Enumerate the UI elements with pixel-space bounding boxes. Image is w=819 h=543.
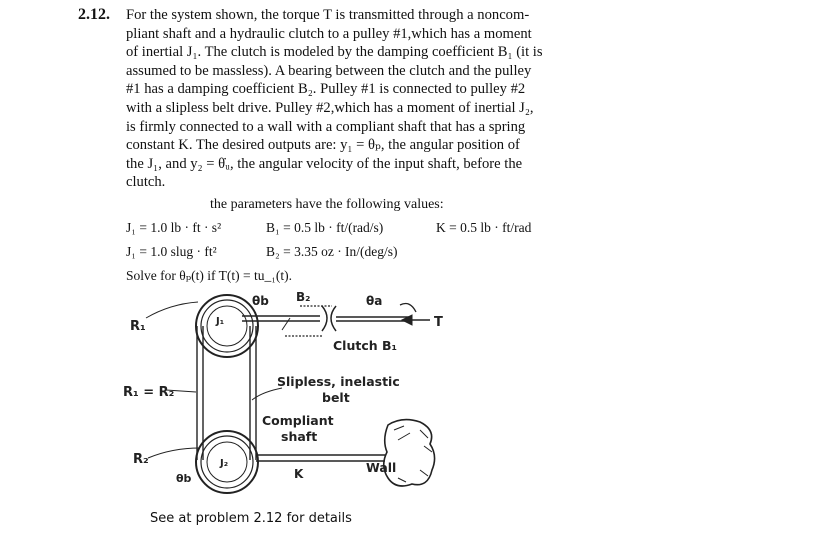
label-shaft-2: shaft xyxy=(281,429,318,444)
param-j1: J₁ = 1.0 lb · ft · s² xyxy=(126,220,222,235)
label-belt-1: Slipless, inelastic xyxy=(277,374,400,389)
label-r1-eq-r2: R₁ = R₂ xyxy=(123,385,175,400)
solve-statement: Solve for θₚ(t) if T(t) = tu_₁(t). xyxy=(126,268,293,283)
label-torque: T xyxy=(434,315,443,330)
label-clutch: Clutch B₁ xyxy=(333,338,397,353)
label-theta-b-2: θb xyxy=(176,472,192,485)
problem-number: 2.12. xyxy=(78,6,110,23)
statement-line: assumed to be massless). A bearing between the clutch and the pulley xyxy=(126,62,532,79)
label-j1: J₁ xyxy=(216,316,225,327)
statement-line: clutch. xyxy=(126,174,166,191)
label-j2: J₂ xyxy=(220,458,229,469)
label-theta-b: θb xyxy=(252,294,269,308)
label-r1: R₁ xyxy=(130,319,146,334)
wall xyxy=(384,420,435,486)
param-k: K = 0.5 lb · ft/rad xyxy=(436,220,532,235)
input-shaft xyxy=(242,306,410,336)
param-j1-slug: J₁ = 1.0 slug · ft² xyxy=(126,244,217,259)
label-wall: Wall xyxy=(366,460,397,475)
label-r2: R₂ xyxy=(133,452,149,467)
torque-arrow xyxy=(400,304,430,325)
label-k: K xyxy=(294,467,304,481)
statement-line: the J₁, and y₂ = θ̇ᵤ, the angular velocity of the input shaft, before the xyxy=(126,155,523,172)
statement-line: constant K. The desired outputs are: y₁ = θₚ, the angular position of xyxy=(126,137,520,154)
statement-line: with a slipless belt drive. Pulley #2,which has a moment of inertial J₂, xyxy=(126,99,534,116)
figure-caption: See at problem 2.12 for details xyxy=(150,511,352,526)
param-b1: B₁ = 0.5 lb · ft/(rad/s) xyxy=(266,220,384,235)
label-belt-2: belt xyxy=(322,390,350,405)
pulley-1 xyxy=(196,295,258,357)
label-b2: B₂ xyxy=(296,290,311,304)
statement-line: #1 has a damping coefficient B₂. Pulley #1 is connected to pulley #2 xyxy=(126,81,526,98)
statement-line: of inertial J₁. The clutch is modeled by the damping coefficient B₁ (it is xyxy=(126,44,543,61)
param-b2: B₂ = 3.35 oz · In/(deg/s) xyxy=(266,244,398,259)
statement-line: pliant shaft and a hydraulic clutch to a pulley #1,which has a moment xyxy=(126,25,532,42)
statement-line: For the system shown, the torque T is transmitted through a noncom- xyxy=(126,7,530,23)
params-intro: the parameters have the following values: xyxy=(210,197,444,212)
statement-line: is firmly connected to a wall with a compliant shaft that has a spring xyxy=(126,118,526,135)
label-theta-a: θa xyxy=(366,294,383,308)
label-shaft-1: Compliant xyxy=(262,413,334,428)
